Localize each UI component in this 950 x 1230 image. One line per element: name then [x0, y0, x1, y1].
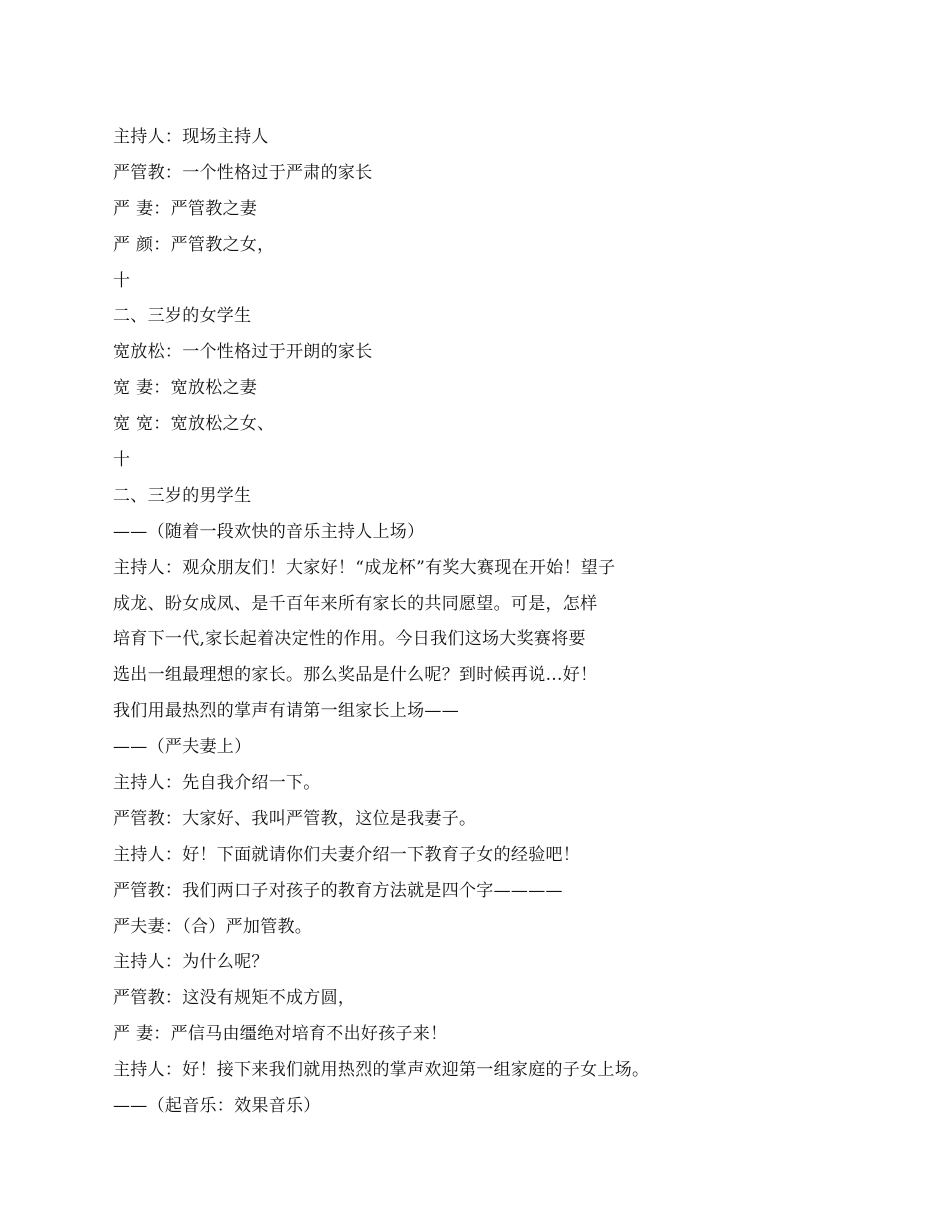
text-line: 主持人：好！接下来我们就用热烈的掌声欢迎第一组家庭的子女上场。 — [113, 1060, 650, 1081]
text-line: 主持人：为什么呢？ — [113, 952, 269, 973]
text-line: 十 — [113, 450, 131, 471]
text-line: 严 颜：严管教之女， — [113, 234, 275, 255]
text-line: 主持人：现场主持人 — [113, 127, 269, 147]
text-line: 严管教：我们两口子对孩子的教育方法就是四个字———— — [113, 880, 563, 901]
text-line: 严管教：大家好、我叫严管教，这位是我妻子。 — [113, 808, 477, 829]
text-line: 严管教：一个性格过于严肃的家长 — [113, 162, 373, 183]
text-line: 二、三岁的女学生 — [113, 306, 252, 327]
text-line: 宽 妻：宽放松之妻 — [113, 378, 258, 399]
text-line: 二、三岁的男学生 — [113, 485, 252, 506]
text-line: 严管教：这没有规矩不成方圆， — [113, 988, 356, 1009]
text-line: 宽 宽：宽放松之女、 — [113, 414, 275, 435]
text-line: 主持人：好！下面就请你们夫妻介绍一下教育子女的经验吧！ — [113, 844, 581, 865]
text-line: 主持人：观众朋友们！大家好！“成龙杯”有奖大赛现在开始！望子 — [113, 557, 616, 578]
text-line: 严 妻：严管教之妻 — [113, 198, 258, 219]
text-line: 严 妻：严信马由缰绝对培育不出好孩子来！ — [113, 1024, 448, 1045]
text-line: 我们用最热烈的掌声有请第一组家长上场—— — [113, 701, 459, 722]
text-line: ——（严夫妻上） — [113, 737, 252, 758]
text-line: 十 — [113, 270, 131, 291]
text-line: 选出一组最理想的家长。那么奖品是什么呢？到时候再说…好！ — [113, 665, 598, 686]
script-text — [113, 120, 893, 1125]
text-line: 主持人：先自我介绍一下。 — [113, 773, 321, 794]
text-line: 宽放松：一个性格过于开朗的家长 — [113, 342, 373, 363]
text-line: ——（起音乐：效果音乐） — [113, 1096, 321, 1117]
text-line: 成龙、盼女成凤、是千百年来所有家长的共同愿望。可是，怎样 — [113, 593, 598, 614]
text-line: 培育下一代,家长起着决定性的作用。今日我们这场大奖赛将要 — [113, 629, 586, 650]
text-line: ——（随着一段欢快的音乐主持人上场） — [113, 521, 425, 542]
text-line: 严夫妻：（合）严加管教。 — [113, 916, 313, 937]
